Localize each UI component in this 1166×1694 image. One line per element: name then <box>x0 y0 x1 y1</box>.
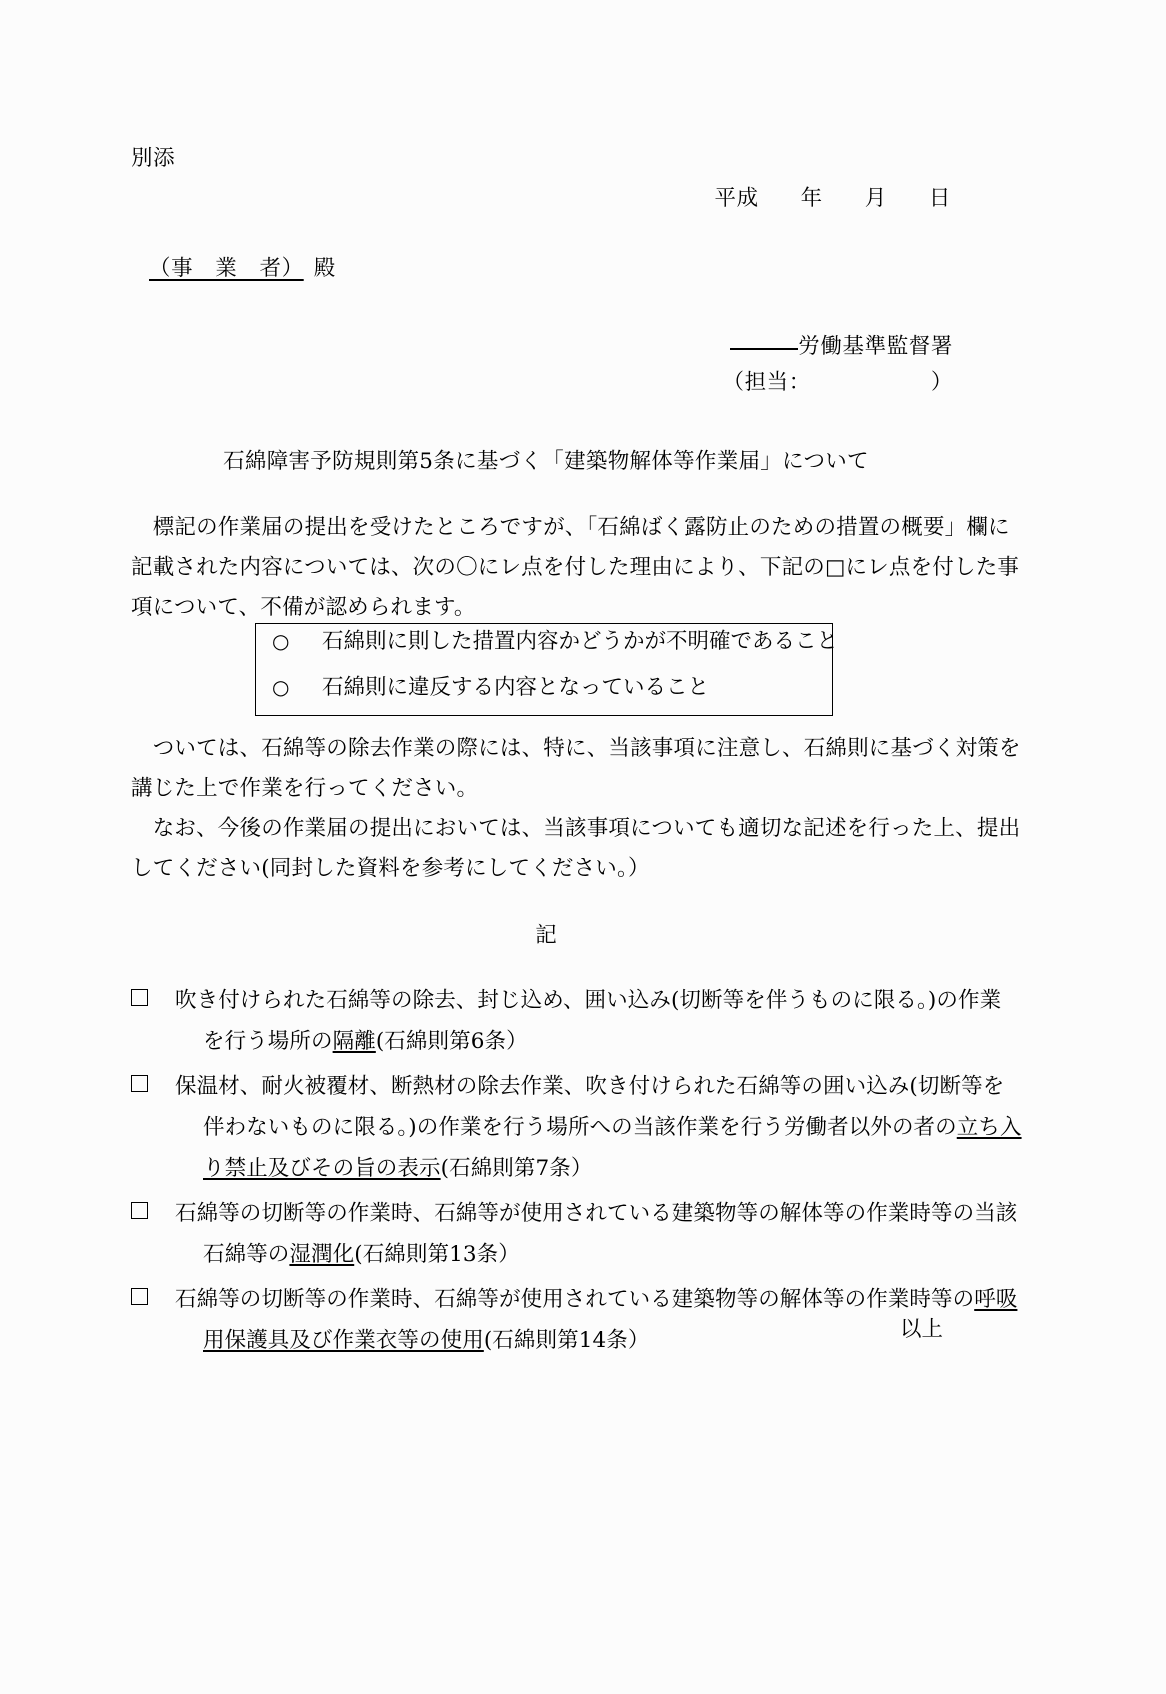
labor-office-line <box>131 336 961 358</box>
date-era: 平成 <box>714 186 759 211</box>
closing-marker: 以上 <box>899 1317 943 1342</box>
document-title: 石綿障害予防規則第5条に基づく「建築物解体等作業届」について <box>223 449 869 474</box>
checklist-text-pre: 石綿等の <box>203 1242 290 1267</box>
checklist-item-text <box>175 1066 1022 1189</box>
reason-item-label: 石綿則に違反する内容となっていること <box>322 675 710 700</box>
intro-paragraph <box>131 508 1020 628</box>
checklist-line: 保温材、耐火被覆材、断熱材の除去作業、吹き付けられた石綿等の囲い込み(切断等を <box>175 1074 1005 1099</box>
checklist-item[interactable] <box>131 1066 1022 1189</box>
reason-box <box>255 623 839 716</box>
reason-item-label: 石綿則に則した措置内容かどうかが不明確であること <box>322 629 839 654</box>
checklist-line <box>175 1021 1001 1062</box>
checklist-keyword: り禁止及びその旨の表示 <box>203 1156 441 1181</box>
intro-line: 標記の作業届の提出を受けたところですが、「石綿ばく露防止のための措置の概要」欄に <box>131 515 1010 540</box>
addressee-honorific: 殿 <box>313 256 336 281</box>
checkbox-icon[interactable] <box>131 980 175 1010</box>
checklist-text-pre: 石綿等の切断等の作業時、石綿等が使用されている建築物等の解体等の作業時等の <box>175 1287 975 1312</box>
checklist-line <box>175 1107 1022 1148</box>
intro-line: 項について、不備が認められます。 <box>131 595 476 620</box>
circle-marker-icon: ○ <box>272 675 290 699</box>
checklist-item[interactable] <box>131 1193 1018 1275</box>
checklist-item-text <box>175 980 1001 1062</box>
attachment-label: 別添 <box>131 146 176 171</box>
date-month-unit: 月 <box>864 186 887 211</box>
middle-paragraphs <box>131 729 1021 889</box>
checklist-citation: (石綿則第6条） <box>375 1029 528 1054</box>
middle-line: 講じた上で作業を行ってください。 <box>131 776 479 801</box>
addressee-name: （事 業 者） <box>149 256 304 281</box>
checklist-text-pre: 伴わないものに限る。)の作業を行う場所への当該作業を行う労働者以外の者の <box>203 1115 957 1140</box>
date-year-unit: 年 <box>800 186 823 211</box>
checklist-item-text <box>175 1193 1017 1275</box>
checklist-keyword: 呼吸 <box>974 1287 1018 1312</box>
date-day-unit: 日 <box>928 186 951 211</box>
charge-open: （担当： <box>722 370 811 395</box>
ki-marker: 記 <box>535 923 557 948</box>
checklist <box>131 980 1022 1365</box>
checklist-line: 吹き付けられた石綿等の除去、封じ込め、囲い込み(切断等を伴うものに限る。)の作業 <box>175 988 1002 1013</box>
reason-item[interactable] <box>256 624 839 670</box>
charge-person-line <box>131 372 961 394</box>
office-label: 労働基準監督署 <box>798 334 953 359</box>
checkbox-icon[interactable] <box>131 1193 175 1223</box>
middle-line: ついては、石綿等の除去作業の際には、特に、当該事項に注意し、石綿則に基づく対策を <box>131 736 1021 761</box>
document-sheet <box>131 0 1022 1694</box>
circle-marker-icon: ○ <box>272 629 290 653</box>
checklist-keyword: 立ち入 <box>956 1115 1022 1140</box>
checklist-line: 石綿等の切断等の作業時、石綿等が使用されている建築物等の解体等の作業時等の当該 <box>175 1201 1018 1226</box>
checklist-keyword: 用保護具及び作業衣等の使用 <box>203 1328 484 1353</box>
checklist-line <box>175 1234 1017 1275</box>
checkbox-icon[interactable] <box>131 1279 175 1309</box>
date-line <box>131 188 961 210</box>
checklist-citation: (石綿則第14条） <box>483 1328 650 1353</box>
middle-line: してください(同封した資料を参考にしてください。） <box>131 856 650 881</box>
checklist-line <box>175 1148 1022 1189</box>
office-name-blank <box>730 348 798 350</box>
checklist-keyword: 湿潤化 <box>289 1242 355 1267</box>
charge-close: ） <box>930 370 953 395</box>
checklist-keyword: 隔離 <box>332 1029 376 1054</box>
reason-item[interactable] <box>256 670 832 716</box>
checklist-citation: (石綿則第7条） <box>440 1156 593 1181</box>
middle-line: なお、今後の作業届の提出においては、当該事項についても適切な記述を行った上、提出 <box>131 816 1021 841</box>
checklist-citation: (石綿則第13条） <box>354 1242 520 1267</box>
checklist-text-pre: を行う場所の <box>203 1029 333 1054</box>
intro-line: 記載された内容については、次の〇にレ点を付した理由により、下記の□にレ点を付した事 <box>131 555 1020 580</box>
checkbox-icon[interactable] <box>131 1066 175 1096</box>
checklist-item[interactable] <box>131 980 1002 1062</box>
addressee-line <box>149 258 336 280</box>
